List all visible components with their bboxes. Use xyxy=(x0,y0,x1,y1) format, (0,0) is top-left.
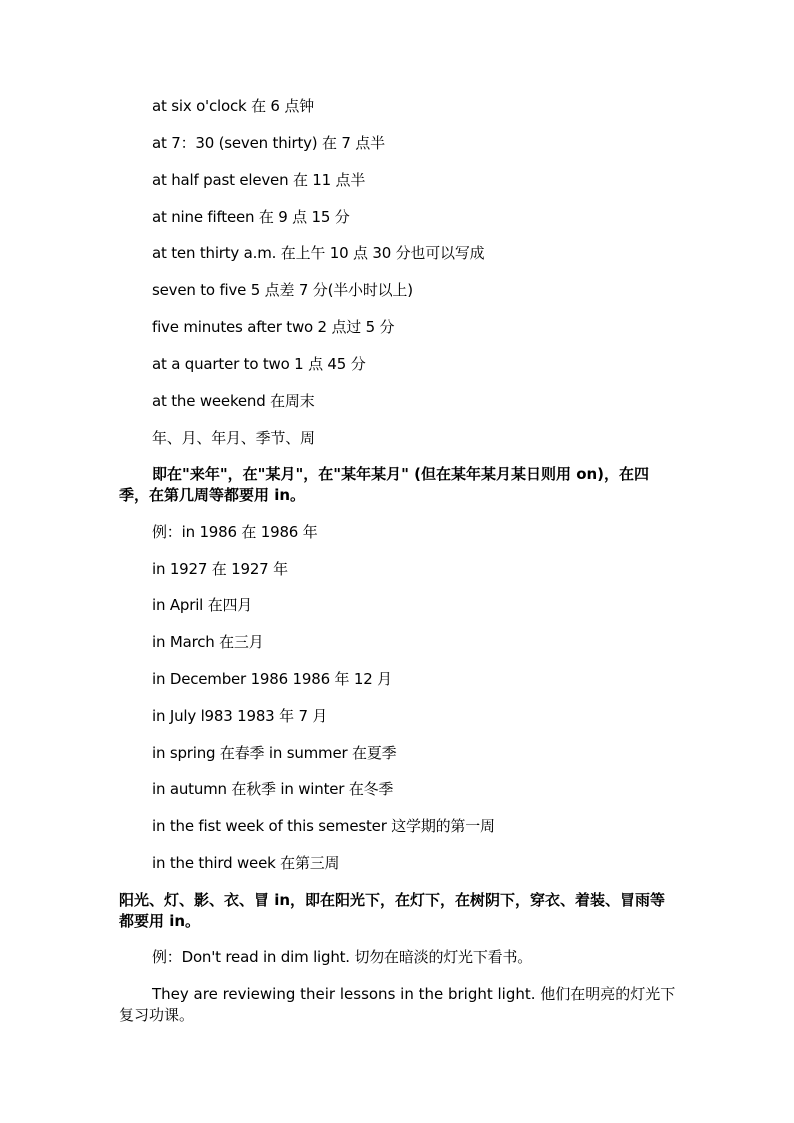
in-example-line: in autumn 在秋季 in winter 在冬季 xyxy=(152,780,394,798)
in-example-line: in 1927 在 1927 年 xyxy=(152,560,288,578)
light-example-paragraph: They are reviewing their lessons in the bright light. 他们在明亮的灯光下复习功课。 xyxy=(119,985,676,1024)
time-example-line: at nine fifteen 在 9 点 15 分 xyxy=(152,208,350,226)
time-example-line: at half past eleven 在 11 点半 xyxy=(152,171,366,189)
section-heading: 年、月、年月、季节、周 xyxy=(152,429,315,447)
time-example-line: at six o'clock 在 6 点钟 xyxy=(152,97,314,115)
rule-paragraph-in-time: 即在"来年"，在"某月"，在"某年某月" (但在某年某月某日则用 on)，在四季，在第几周等都要用 in。 xyxy=(119,465,650,504)
time-example-line: at a quarter to two 1 点 45 分 xyxy=(152,355,366,373)
time-example-line: at ten thirty a.m. 在上午 10 点 30 分也可以写成 xyxy=(152,244,485,262)
in-example-line: in December 1986 1986 年 12 月 xyxy=(152,670,392,688)
time-example-line: seven to five 5 点差 7 分(半小时以上) xyxy=(152,281,413,299)
light-example-line: 例：Don't read in dim light. 切勿在暗淡的灯光下看书。 xyxy=(152,948,533,966)
time-example-line: at 7：30 (seven thirty) 在 7 点半 xyxy=(152,134,385,152)
in-example-line: in July l983 1983 年 7 月 xyxy=(152,707,328,725)
in-example-line: in spring 在春季 in summer 在夏季 xyxy=(152,744,397,762)
in-example-line: in the fist week of this semester 这学期的第一周 xyxy=(152,817,495,835)
time-example-line: five minutes after two 2 点过 5 分 xyxy=(152,318,395,336)
time-example-line: at the weekend 在周末 xyxy=(152,392,315,410)
in-example-line: in March 在三月 xyxy=(152,633,264,651)
in-example-line: 例：in 1986 在 1986 年 xyxy=(152,523,318,541)
in-example-line: in the third week 在第三周 xyxy=(152,854,340,872)
rule-paragraph-in-light: 阳光、灯、影、衣、冒 in，即在阳光下，在灯下，在树阴下，穿衣、着装、冒雨等都要用 in。 xyxy=(119,891,666,930)
in-example-line: in April 在四月 xyxy=(152,596,253,614)
